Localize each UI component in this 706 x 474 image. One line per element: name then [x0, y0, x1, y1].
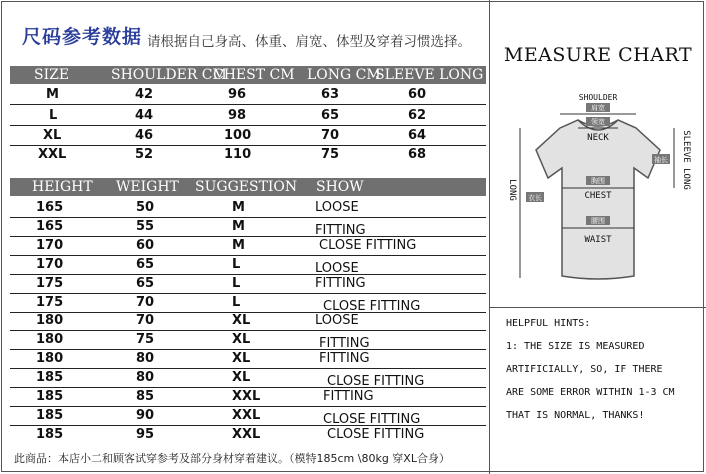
- hints-heading: HELPFUL HINTS:: [506, 318, 591, 329]
- waist-cn-label: 腰围: [591, 217, 605, 225]
- long-label: LONG: [507, 179, 517, 201]
- suggestion-cell: M: [232, 218, 245, 234]
- suggestion-cell: L: [232, 294, 241, 310]
- show-cell: CLOSE FITTING: [323, 298, 421, 314]
- shoulder-cell: 42: [135, 87, 154, 102]
- size-header-size: SIZE: [34, 67, 70, 83]
- sleeve-cn-label: 袖长: [654, 156, 668, 164]
- size-cell: L: [49, 108, 58, 123]
- suggestion-cell: L: [232, 256, 241, 272]
- fit-table-row: [10, 331, 486, 352]
- footer-note: 此商品：本店小二和顾客试穿参考及部分身材穿着建议。（模特185cm \80kg 穿XL合身）: [14, 452, 450, 465]
- suggestion-cell: L: [232, 275, 241, 291]
- shoulder-cell: 52: [135, 147, 154, 162]
- weight-cell: 60: [136, 237, 155, 253]
- fit-table-row: [10, 256, 486, 274]
- fit-table-header: [10, 178, 486, 196]
- fit-table-row: [10, 294, 486, 312]
- row-divider: [10, 104, 486, 105]
- height-cell: 165: [36, 200, 64, 215]
- fit-table-row: [10, 312, 486, 330]
- show-cell: FITTING: [323, 389, 374, 404]
- suggestion-cell: XXL: [232, 407, 261, 423]
- weight-cell: 55: [136, 218, 155, 234]
- shoulder-cell: 46: [135, 128, 154, 143]
- long-cn-label: 衣长: [528, 194, 542, 202]
- neck-cn-label: 领宽: [591, 118, 605, 126]
- height-cell: 185: [36, 370, 64, 386]
- long-cell: 65: [321, 108, 340, 123]
- measure-chart-panel: [489, 0, 706, 474]
- hints-line: 1: THE SIZE IS MEASURED: [506, 341, 645, 352]
- height-cell: 170: [36, 237, 64, 253]
- chest-label: CHEST: [584, 191, 612, 201]
- weight-cell: 85: [136, 389, 155, 404]
- fit-table-row: [10, 199, 486, 217]
- height-cell: 185: [36, 407, 64, 423]
- hints-divider: [490, 307, 706, 308]
- fit-header-weight: WEIGHT: [116, 179, 179, 195]
- suggestion-cell: XL: [232, 332, 251, 348]
- fit-table-row: [10, 388, 486, 406]
- fit-table-row: [10, 369, 486, 390]
- height-cell: 180: [36, 313, 64, 329]
- size-cell: XL: [43, 128, 62, 143]
- suggestion-cell: XL: [232, 370, 251, 386]
- height-cell: 175: [36, 294, 64, 310]
- weight-cell: 70: [136, 294, 155, 310]
- size-header-sleeve: SLEEVE LONG: [375, 67, 484, 83]
- weight-cell: 65: [136, 256, 155, 272]
- height-cell: 175: [36, 275, 64, 291]
- show-cell: FITTING: [319, 351, 370, 367]
- waist-label: WAIST: [584, 235, 612, 245]
- fit-table-row: [10, 218, 486, 236]
- show-cell: FITTING: [319, 336, 370, 352]
- neck-label: NECK: [587, 133, 609, 143]
- size-table-row: [10, 107, 486, 125]
- chest-cell: 98: [228, 108, 247, 123]
- long-cell: 63: [321, 87, 340, 102]
- shoulder-cn-label: 肩宽: [591, 104, 605, 112]
- show-cell: CLOSE FITTING: [327, 374, 425, 390]
- shoulder-cell: 44: [135, 108, 154, 123]
- height-cell: 185: [36, 426, 64, 442]
- weight-cell: 50: [136, 200, 155, 215]
- fit-header-show: SHOW: [316, 179, 364, 195]
- hints-line: ARTIFICIALLY, SO, IF THERE: [506, 364, 663, 375]
- sleeve-label: SLEEVE LONG: [681, 130, 691, 190]
- show-cell: CLOSE FITTING: [327, 426, 425, 442]
- sleeve-cell: 68: [408, 147, 427, 162]
- sleeve-cell: 60: [408, 87, 427, 102]
- weight-cell: 70: [136, 313, 155, 329]
- size-cell: XXL: [38, 147, 67, 162]
- size-table-header: [10, 66, 486, 84]
- suggestion-cell: M: [232, 237, 245, 253]
- size-table-row: [10, 86, 486, 104]
- weight-cell: 80: [136, 370, 155, 386]
- height-cell: 180: [36, 332, 64, 348]
- height-cell: 170: [36, 256, 64, 272]
- row-divider: [10, 125, 486, 126]
- sleeve-cell: 64: [408, 128, 427, 143]
- hints-line: ARE SOME ERROR WITHIN 1-3 CM: [506, 387, 675, 398]
- fit-header-height: HEIGHT: [32, 179, 93, 195]
- hints-line: THAT IS NORMAL, THANKS!: [506, 410, 645, 421]
- show-cell: FITTING: [315, 222, 366, 238]
- height-cell: 165: [36, 218, 64, 234]
- suggestion-cell: XXL: [232, 389, 261, 404]
- size-header-chest: CHEST CM: [213, 67, 295, 83]
- chest-cell: 110: [224, 147, 252, 162]
- chest-cell: 96: [228, 87, 247, 102]
- long-cell: 70: [321, 128, 340, 143]
- suggestion-cell: XL: [232, 351, 251, 367]
- page-title: 尺码参考数据: [22, 26, 143, 48]
- measure-chart-title: MEASURE CHART: [503, 44, 693, 66]
- fit-table-row: [10, 237, 486, 255]
- show-cell: FITTING: [315, 275, 366, 291]
- show-cell: LOOSE: [315, 260, 359, 276]
- show-cell: LOOSE: [315, 200, 359, 215]
- suggestion-cell: XL: [232, 313, 251, 329]
- size-header-shoulder: SHOULDER CM: [111, 67, 227, 83]
- fit-header-suggestion: SUGGESTION: [195, 179, 298, 195]
- size-header-long: LONG CM: [307, 67, 381, 83]
- size-table-row: [10, 127, 486, 145]
- fit-table-row: [10, 426, 486, 444]
- weight-cell: 65: [136, 275, 155, 291]
- size-cell: M: [46, 87, 59, 102]
- chest-cn-label: 胸围: [591, 177, 605, 185]
- weight-cell: 95: [136, 426, 155, 442]
- weight-cell: 90: [136, 407, 155, 423]
- show-cell: CLOSE FITTING: [323, 411, 421, 427]
- shoulder-label: SHOULDER: [578, 93, 618, 102]
- sleeve-cell: 62: [408, 108, 427, 123]
- size-table-row: [10, 146, 486, 164]
- weight-cell: 80: [136, 351, 155, 367]
- tshirt-diagram: [498, 80, 698, 310]
- show-cell: LOOSE: [315, 313, 359, 329]
- suggestion-cell: XXL: [232, 426, 261, 442]
- show-cell: CLOSE FITTING: [319, 237, 417, 253]
- weight-cell: 75: [136, 332, 155, 348]
- height-cell: 180: [36, 351, 64, 367]
- suggestion-cell: M: [232, 200, 245, 215]
- long-cell: 75: [321, 147, 340, 162]
- page-subtitle: 请根据自己身高、体重、肩宽、体型及穿着习惯选择。: [147, 34, 471, 50]
- fit-table-row: [10, 350, 486, 368]
- height-cell: 185: [36, 389, 64, 404]
- chest-cell: 100: [224, 128, 252, 143]
- fit-table-row: [10, 275, 486, 293]
- fit-table-row: [10, 407, 486, 425]
